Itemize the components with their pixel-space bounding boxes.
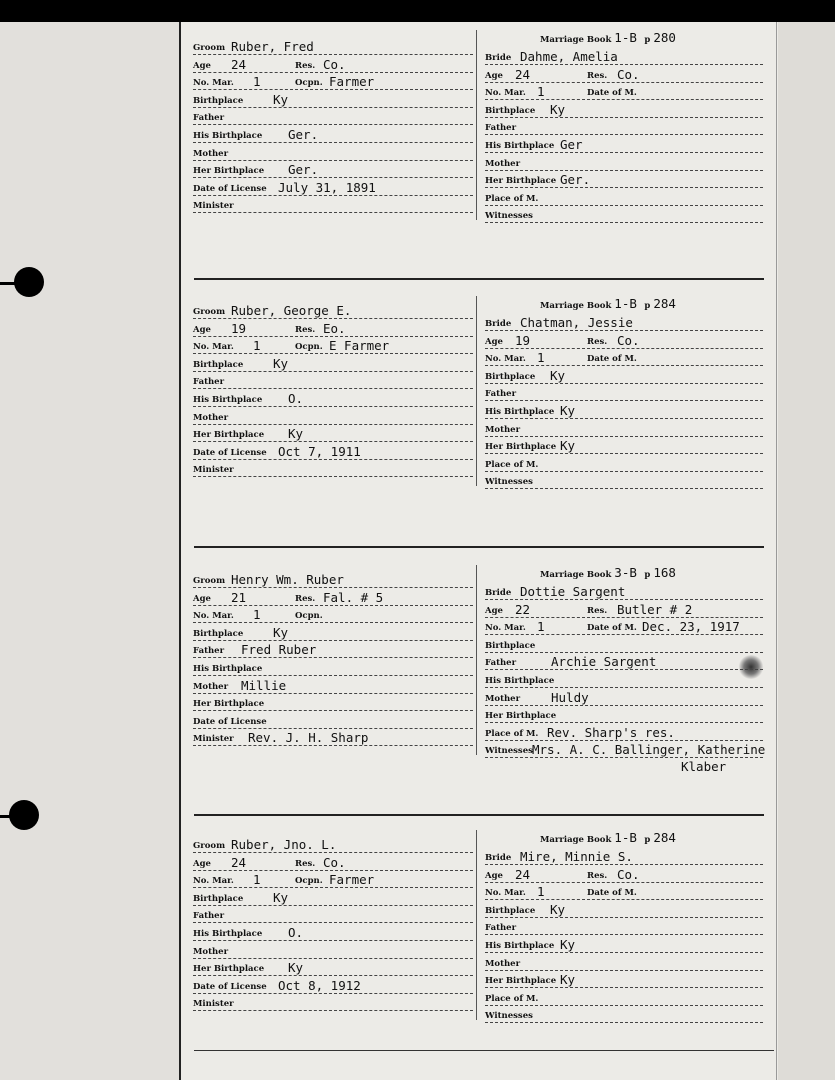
bride-his-birthplace-field-label: His Birthplace [485, 407, 555, 417]
groom-nomar-field-value: 1 [253, 338, 261, 354]
groom-field-value: Henry Wm. Ruber [231, 572, 344, 587]
bride-field [485, 583, 763, 600]
groom-father-field [193, 108, 473, 125]
groom-her-birthplace-field [193, 959, 473, 976]
left-margin [0, 22, 179, 1080]
groom-his-birthplace-field-value: Ger. [288, 127, 319, 142]
groom-mother-field-label: Mother [193, 148, 229, 159]
groom-license-field-value: July 31, 1891 [278, 179, 376, 195]
groom-her-birthplace-field [193, 694, 473, 711]
groom-nomar-field-label: No. Mar. [193, 611, 234, 622]
bride-nomar-field [485, 349, 585, 366]
groom-mother-field-label: Mother [193, 681, 229, 692]
bride-place-field [485, 189, 763, 206]
bride-nomar-field-value: 1 [537, 84, 545, 100]
bride-mother-field-label: Mother [485, 958, 521, 969]
groom-birthplace-field [193, 624, 473, 641]
margin-line [179, 22, 181, 1080]
page-value: 168 [653, 565, 676, 580]
groom-res-field-label: Res. [295, 593, 316, 604]
marriage-book-ref [540, 830, 676, 845]
page-label: p [644, 570, 654, 580]
groom-minister-field-label: Minister [193, 465, 234, 476]
bride-res-field [587, 332, 763, 349]
bride-date-field [587, 618, 763, 635]
groom-minister-field-label: Minister [193, 201, 234, 212]
bride-age-field-label: Age [485, 70, 503, 81]
groom-age-field-label: Age [193, 858, 211, 869]
bride-father-field-label: Father [485, 389, 517, 400]
bride-his-birthplace-field-value: Ky [560, 403, 576, 418]
bride-place-field-label: Place of M. [485, 193, 539, 204]
right-margin [778, 22, 835, 1080]
groom-age-field [193, 320, 293, 337]
groom-ocpn-field-label: Ocpn. [295, 876, 323, 887]
groom-res-field-label: Res. [295, 324, 316, 335]
groom-nomar-field [193, 73, 293, 90]
marriage-book-label: Marriage Book [540, 301, 615, 311]
groom-his-birthplace-field-label: His Birthplace [193, 664, 263, 674]
groom-nomar-field-label: No. Mar. [193, 876, 234, 887]
groom-birthplace-field [193, 889, 473, 906]
groom-mother-field-value: Millie [241, 677, 287, 693]
groom-nomar-field-label: No. Mar. [193, 78, 234, 89]
bride-age-field [485, 332, 585, 349]
groom-nomar-field [193, 606, 293, 623]
bride-birthplace-field-label: Birthplace [485, 640, 536, 651]
bride-father-field [485, 653, 763, 670]
groom-field-value: Ruber, Fred [231, 39, 314, 54]
bride-res-field-label: Res. [587, 870, 608, 881]
groom-ocpn-field-label: Ocpn. [295, 611, 323, 622]
bride-father-field-label: Father [485, 658, 517, 669]
bride-field-label: Bride [485, 319, 512, 329]
bride-place-field [485, 724, 763, 741]
bride-field-label: Bride [485, 588, 512, 598]
bride-witnesses-field [485, 741, 766, 758]
marriage-book-ref [540, 296, 676, 311]
bride-date-field [587, 83, 763, 100]
bride-age-field-value: 19 [515, 332, 531, 348]
column-separator [476, 565, 477, 755]
groom-license-field-label: Date of License [193, 183, 267, 194]
groom-her-birthplace-field-label: Her Birthplace [193, 166, 265, 177]
groom-field-value: Ruber, Jno. L. [231, 837, 337, 852]
groom-res-field-value: Fal. # 5 [323, 589, 384, 605]
marriage-book-label: Marriage Book [540, 570, 615, 580]
groom-her-birthplace-field-label: Her Birthplace [193, 964, 265, 975]
bride-nomar-field [485, 618, 585, 635]
groom-ocpn-field [295, 606, 473, 623]
bride-nomar-field [485, 83, 585, 100]
groom-her-birthplace-field [193, 161, 473, 178]
marriage-book-label: Marriage Book [540, 835, 615, 845]
groom-her-birthplace-field [193, 425, 473, 442]
bride-mother-field [485, 154, 763, 171]
groom-age-field-value: 19 [231, 320, 247, 336]
bride-age-field [485, 601, 585, 618]
bride-his-birthplace-field [485, 936, 763, 953]
groom-license-field [193, 179, 473, 196]
groom-license-field-label: Date of License [193, 447, 267, 458]
bride-her-birthplace-field [485, 706, 763, 723]
bride-res-field-value: Co. [617, 866, 640, 882]
groom-field [193, 38, 473, 55]
groom-nomar-field [193, 871, 293, 888]
groom-age-field [193, 589, 293, 606]
groom-age-field [193, 56, 293, 73]
bride-res-field-label: Res. [587, 336, 608, 347]
bride-field-value: Dottie Sargent [520, 584, 626, 599]
bride-her-birthplace-field-value: Ger. [560, 172, 591, 188]
bride-his-birthplace-field-value: Ger [560, 137, 583, 152]
page-label: p [644, 301, 654, 311]
bride-her-birthplace-field-label: Her Birthplace [485, 711, 557, 722]
groom-mother-field [193, 677, 473, 694]
groom-res-field-value: Co. [323, 56, 346, 72]
bride-date-field-label: Date of M. [587, 888, 637, 899]
groom-birthplace-field [193, 355, 473, 372]
groom-minister-field [193, 994, 473, 1011]
bride-her-birthplace-field [485, 437, 763, 454]
bride-date-field-label: Date of M. [587, 623, 637, 634]
bride-father-field-value: Archie Sargent [551, 654, 657, 670]
groom-res-field [295, 589, 473, 606]
bride-birthplace-field [485, 101, 763, 118]
bride-birthplace-field [485, 636, 763, 653]
groom-license-field [193, 712, 473, 729]
groom-birthplace-field-value: Ky [273, 355, 289, 371]
groom-field-label: Groom [193, 307, 226, 317]
groom-license-field-label: Date of License [193, 716, 267, 727]
groom-res-field [295, 56, 473, 73]
bride-his-birthplace-field [485, 136, 763, 153]
marriage-book-ref [540, 565, 676, 580]
groom-res-field-value: Co. [323, 854, 346, 870]
bride-birthplace-field [485, 901, 763, 918]
bride-nomar-field-label: No. Mar. [485, 88, 526, 99]
bride-age-field-value: 22 [515, 601, 531, 617]
groom-field-label: Groom [193, 43, 226, 53]
bride-father-field [485, 384, 763, 401]
bride-her-birthplace-field-label: Her Birthplace [485, 442, 557, 453]
groom-ocpn-field-value: Farmer [329, 74, 375, 90]
bride-age-field-label: Age [485, 605, 503, 616]
bride-nomar-field-label: No. Mar. [485, 354, 526, 365]
page-value: 280 [653, 30, 676, 45]
bride-mother-field-label: Mother [485, 424, 521, 435]
bride-res-field-label: Res. [587, 70, 608, 81]
groom-mother-field [193, 144, 473, 161]
bride-his-birthplace-field-value: Ky [560, 937, 576, 952]
punch-hole-mark [0, 282, 20, 285]
bride-her-birthplace-field-value: Ky [560, 972, 576, 988]
groom-his-birthplace-field-value: O. [288, 391, 304, 406]
groom-minister-field-label: Minister [193, 999, 234, 1010]
bride-nomar-field [485, 883, 585, 900]
groom-father-field-label: Father [193, 911, 225, 922]
page-value: 284 [653, 830, 676, 845]
bride-age-field-label: Age [485, 336, 503, 347]
column-separator [476, 30, 477, 220]
groom-license-field-value: Oct 8, 1912 [278, 977, 361, 993]
groom-father-field-label: Father [193, 377, 225, 388]
groom-his-birthplace-field-label: His Birthplace [193, 395, 263, 405]
groom-field [193, 836, 473, 853]
groom-his-birthplace-field [193, 924, 473, 941]
bride-res-field-value: Co. [617, 332, 640, 348]
bride-date-field-label: Date of M. [587, 88, 637, 99]
groom-father-field [193, 906, 473, 923]
groom-birthplace-field-value: Ky [273, 889, 289, 905]
groom-ocpn-field [295, 337, 473, 354]
bride-his-birthplace-field [485, 671, 763, 688]
marriage-book-value: 1-B [614, 830, 645, 845]
groom-his-birthplace-field [193, 659, 473, 676]
bride-witnesses-field-value: Mrs. A. C. Ballinger, Katherine [532, 742, 766, 758]
bride-his-birthplace-field-label: His Birthplace [485, 941, 555, 951]
groom-age-field-value: 21 [231, 589, 247, 605]
bride-res-field [587, 866, 763, 883]
groom-field [193, 302, 473, 319]
bride-place-field [485, 989, 763, 1006]
groom-minister-field [193, 460, 473, 477]
bride-father-field [485, 918, 763, 935]
record-divider [194, 814, 764, 816]
groom-ocpn-field-value: Farmer [329, 872, 375, 888]
groom-age-field-label: Age [193, 324, 211, 335]
groom-age-field-value: 24 [231, 854, 247, 870]
bride-age-field-value: 24 [515, 866, 531, 882]
right-edge-line [776, 22, 777, 1080]
groom-birthplace-field-value: Ky [273, 91, 289, 107]
groom-his-birthplace-field-label: His Birthplace [193, 131, 263, 141]
groom-mother-field [193, 408, 473, 425]
bride-field-label: Bride [485, 853, 512, 863]
groom-age-field-label: Age [193, 593, 211, 604]
bride-mother-field-value: Huldy [551, 689, 589, 705]
page-label: p [644, 35, 654, 45]
record-divider [194, 546, 764, 548]
bride-mother-field [485, 420, 763, 437]
groom-his-birthplace-field-value: O. [288, 925, 304, 940]
bride-witnesses-field-label: Witnesses [485, 746, 533, 757]
groom-birthplace-field-label: Birthplace [193, 893, 244, 904]
groom-minister-field [193, 729, 473, 746]
bride-witnesses-field [485, 472, 763, 489]
groom-res-field-label: Res. [295, 858, 316, 869]
groom-birthplace-field-label: Birthplace [193, 628, 244, 639]
groom-nomar-field-value: 1 [253, 872, 261, 888]
groom-birthplace-field-label: Birthplace [193, 95, 244, 106]
groom-field [193, 571, 473, 588]
bride-age-field [485, 866, 585, 883]
bride-mother-field-label: Mother [485, 693, 521, 704]
page-label: p [644, 835, 654, 845]
bride-field-value: Mire, Minnie S. [520, 849, 633, 864]
bride-birthplace-field-value: Ky [550, 901, 566, 917]
groom-mother-field-label: Mother [193, 946, 229, 957]
bride-her-birthplace-field [485, 971, 763, 988]
bride-nomar-field-label: No. Mar. [485, 888, 526, 899]
groom-nomar-field [193, 337, 293, 354]
groom-field-label: Groom [193, 576, 226, 586]
groom-field-label: Groom [193, 841, 226, 851]
bride-father-field-label: Father [485, 123, 517, 134]
groom-age-field-value: 24 [231, 56, 247, 72]
groom-father-field-label: Father [193, 113, 225, 124]
bride-nomar-field-value: 1 [537, 884, 545, 900]
bride-witnesses-field [485, 1006, 763, 1023]
groom-age-field-label: Age [193, 60, 211, 71]
bride-nomar-field-label: No. Mar. [485, 623, 526, 634]
bride-father-field [485, 118, 763, 135]
groom-nomar-field-value: 1 [253, 74, 261, 90]
bride-res-field [587, 66, 763, 83]
marriage-book-value: 3-B [614, 565, 645, 580]
record-divider [194, 278, 764, 280]
bride-place-field-label: Place of M. [485, 993, 539, 1004]
groom-father-field-label: Father [193, 646, 225, 657]
bride-place-field-value: Rev. Sharp's res. [547, 724, 675, 740]
column-separator [476, 296, 477, 486]
groom-ocpn-field-label: Ocpn. [295, 78, 323, 89]
bride-field-label: Bride [485, 53, 512, 63]
punch-hole-mark [0, 815, 20, 818]
groom-res-field-label: Res. [295, 60, 316, 71]
bride-his-birthplace-field-label: His Birthplace [485, 676, 555, 686]
groom-minister-field [193, 196, 473, 213]
groom-ocpn-field [295, 871, 473, 888]
marriage-book-ref [540, 30, 676, 45]
groom-nomar-field-label: No. Mar. [193, 342, 234, 353]
bride-mother-field [485, 689, 763, 706]
bride-her-birthplace-field [485, 171, 763, 188]
bride-witnesses-field-label: Witnesses [485, 1011, 533, 1022]
groom-birthplace-field [193, 91, 473, 108]
bride-birthplace-field-label: Birthplace [485, 371, 536, 382]
bride-place-field-label: Place of M. [485, 459, 539, 470]
groom-age-field [193, 854, 293, 871]
bride-father-field-label: Father [485, 923, 517, 934]
groom-mother-field-label: Mother [193, 412, 229, 423]
bride-birthplace-field-value: Ky [550, 101, 566, 117]
bride-age-field-value: 24 [515, 66, 531, 82]
bride-age-field-label: Age [485, 870, 503, 881]
groom-res-field [295, 854, 473, 871]
column-separator [476, 830, 477, 1020]
groom-mother-field [193, 942, 473, 959]
groom-ocpn-field-value: E Farmer [329, 338, 390, 354]
groom-ocpn-field-label: Ocpn. [295, 342, 323, 353]
bride-date-field [587, 349, 763, 366]
bride-witnesses-field-label: Witnesses [485, 211, 533, 222]
bride-place-field [485, 455, 763, 472]
bride-field-value: Dahme, Amelia [520, 49, 618, 64]
bride-mother-field [485, 954, 763, 971]
groom-res-field [295, 320, 473, 337]
groom-minister-field-value: Rev. J. H. Sharp [248, 730, 369, 746]
bride-nomar-field-value: 1 [537, 619, 545, 635]
marriage-book-value: 1-B [614, 296, 645, 311]
groom-license-field-value: Oct 7, 1911 [278, 443, 361, 459]
bride-his-birthplace-field [485, 402, 763, 419]
groom-her-birthplace-field-label: Her Birthplace [193, 430, 265, 441]
bride-birthplace-field-label: Birthplace [485, 905, 536, 916]
bride-his-birthplace-field-label: His Birthplace [485, 141, 555, 151]
bride-witnesses-field-label: Witnesses [485, 477, 533, 488]
groom-birthplace-field-value: Ky [273, 624, 289, 640]
groom-her-birthplace-field-label: Her Birthplace [193, 699, 265, 710]
groom-license-field-label: Date of License [193, 981, 267, 992]
groom-license-field [193, 443, 473, 460]
groom-minister-field-label: Minister [193, 734, 234, 745]
bride-birthplace-field-label: Birthplace [485, 105, 536, 116]
bride-her-birthplace-field-value: Ky [560, 438, 576, 454]
groom-his-birthplace-field-label: His Birthplace [193, 929, 263, 939]
bride-res-field-value: Butler # 2 [617, 601, 693, 617]
bride-place-field-label: Place of M. [485, 728, 539, 739]
bride-res-field-label: Res. [587, 605, 608, 616]
bride-nomar-field-value: 1 [537, 350, 545, 366]
marriage-book-value: 1-B [614, 30, 645, 45]
bride-witnesses-continued: Klaber [681, 759, 727, 774]
groom-ocpn-field [295, 73, 473, 90]
bride-her-birthplace-field-label: Her Birthplace [485, 176, 557, 187]
bride-res-field-value: Co. [617, 66, 640, 82]
bride-res-field [587, 601, 763, 618]
groom-father-field [193, 641, 473, 658]
bride-witnesses-field [485, 206, 763, 223]
groom-her-birthplace-field-value: Ger. [288, 162, 319, 178]
groom-father-field-value: Fred Ruber [241, 642, 317, 658]
groom-his-birthplace-field [193, 126, 473, 143]
bride-mother-field-label: Mother [485, 158, 521, 169]
bride-field [485, 48, 763, 65]
bride-field [485, 314, 763, 331]
marriage-book-label: Marriage Book [540, 35, 615, 45]
groom-his-birthplace-field [193, 390, 473, 407]
groom-her-birthplace-field-value: Ky [288, 426, 304, 442]
bride-field-value: Chatman, Jessie [520, 315, 633, 330]
groom-nomar-field-value: 1 [253, 607, 261, 623]
groom-father-field [193, 372, 473, 389]
bride-birthplace-field-value: Ky [550, 367, 566, 383]
groom-res-field-value: Eo. [323, 320, 346, 336]
bride-birthplace-field [485, 367, 763, 384]
bride-age-field [485, 66, 585, 83]
groom-birthplace-field-label: Birthplace [193, 359, 244, 370]
bottom-rule [194, 1050, 774, 1051]
bride-date-field [587, 883, 763, 900]
groom-her-birthplace-field-value: Ky [288, 960, 304, 976]
page-value: 284 [653, 296, 676, 311]
bride-field [485, 848, 763, 865]
bride-date-field-label: Date of M. [587, 354, 637, 365]
groom-license-field [193, 977, 473, 994]
bride-date-field-value: Dec. 23, 1917 [642, 619, 740, 635]
bride-her-birthplace-field-label: Her Birthplace [485, 976, 557, 987]
groom-field-value: Ruber, George E. [231, 303, 352, 318]
